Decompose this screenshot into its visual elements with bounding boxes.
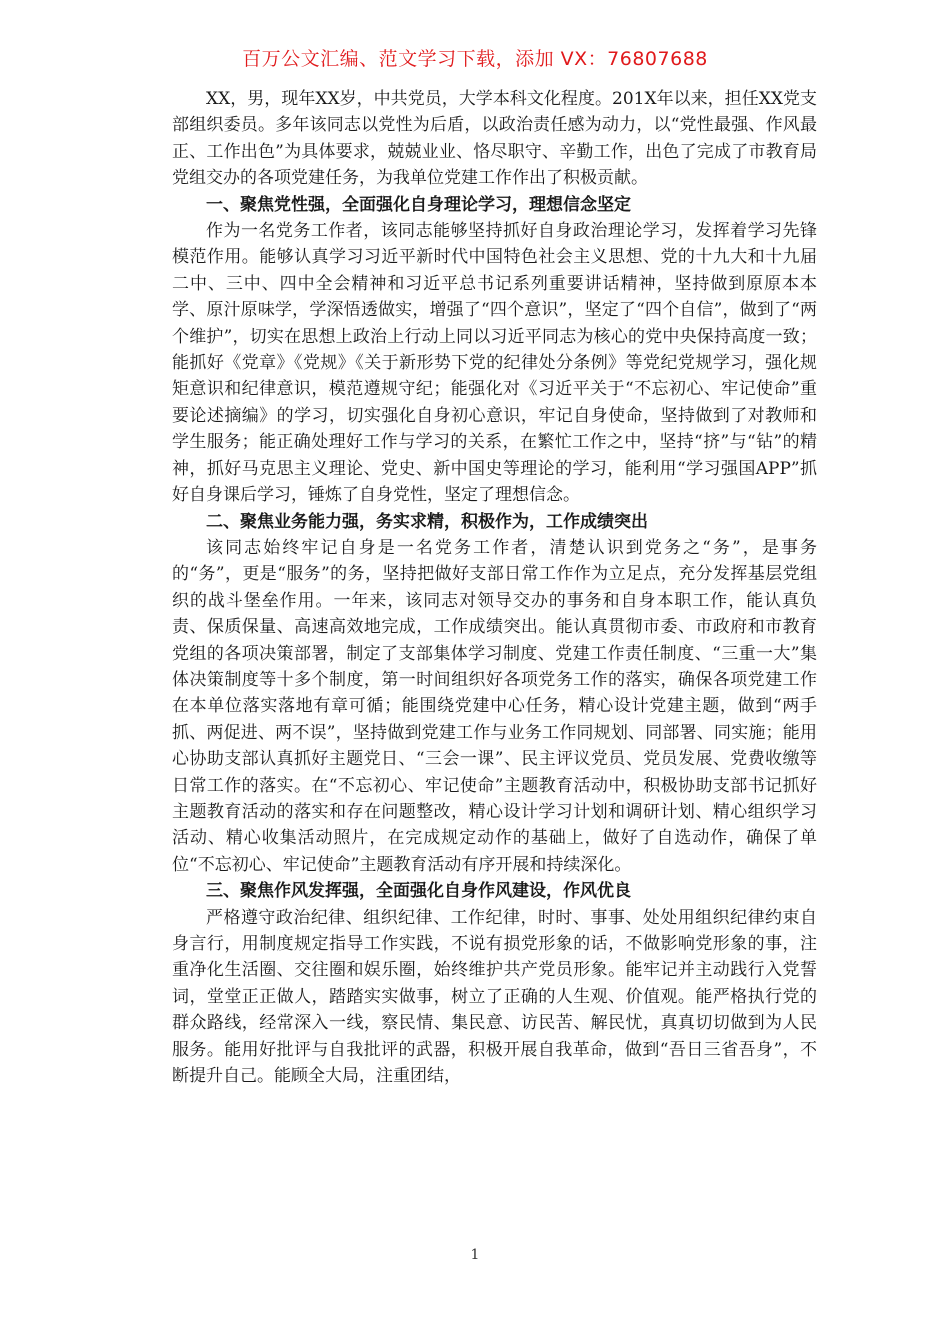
document-body xyxy=(172,86,817,1089)
page-number: 1 xyxy=(470,1247,480,1263)
section-body-2: 该同志始终牢记自身是一名党务工作者，清楚认识到党务之“务”，是事务的“务”，更是“服务”的务，坚持把做好支部日常工作作为立足点，充分发挥基层党组织的战斗堡垒作用。一年来，该同志对领导交办的事务和自身本职工作，能认真负责、保质保量、高速高效地完成，工作成绩突出。能认真贯彻市委、市政府和市教育党组的各项决策部署，制定了支部集体学习制度、党建工作责任制度、“三重一大”集体决策制度等十多个制度，第一时间组织好各项党务工作的落实，确保各项党建工作在本单位落实落地有章可循；能围绕党建中心任务，精心设计党建主题，做到“两手抓、两促进、两不误”，坚持做到党建工作与业务工作同规划、同部署、同实施；能用心协助支部认真抓好主题党日、“三会一课”、民主评议党员、党员发展、党费收缴等日常工作的落实。在“不忘初心、牢记使命”主题教育活动中，积极协助支部书记抓好主题教育活动的落实和存在问题整改，精心设计学习计划和调研计划、精心组织学习活动、精心收集活动照片，在完成规定动作的基础上，做好了自选动作，确保了单位“不忘初心、牢记使命”主题教育活动有序开展和持续深化。 xyxy=(172,537,817,875)
section-heading-2: 二、聚焦业务能力强，务实求精，积极作为，工作成绩突出 xyxy=(206,511,648,532)
section-body-3: 严格遵守政治纪律、组织纪律、工作纪律，时时、事事、处处用组织纪律约束自身言行，用制度规定指导工作实践，不说有损党形象的话，不做影响党形象的事，注重净化生活圈、交往圈和娱乐圈，始终维护共产党员形象。能牢记并主动践行入党誓词，堂堂正正做人，踏踏实实做事，树立了正确的人生观、价值观。能严格执行党的群众路线，经常深入一线，察民情、集民意、访民苦、解民忧，真真切切做到为人民服务。能用好批评与自我批评的武器，积极开展自我革命，做到“吾日三省吾身”，不断提升自己。能顾全大局，注重团结， xyxy=(172,907,817,1087)
section-heading-3: 三、聚焦作风发挥强，全面强化自身作风建设，作风优良 xyxy=(206,881,631,902)
section-heading-1: 一、聚焦党性强，全面强化自身理论学习，理想信念坚定 xyxy=(206,194,631,215)
header-banner: 百万公文汇编、范文学习下载，添加 VX：76807688 xyxy=(242,48,708,70)
section-body-1: 作为一名党务工作者，该同志能够坚持抓好自身政治理论学习，发挥着学习先锋模范作用。能够认真学习习近平新时代中国特色社会主义思想、党的十九大和十九届二中、三中、四中全会精神和习近平总书记系列重要讲话精神，坚持做到原原本本学、原汁原味学，学深悟透做实，增强了“四个意识”，坚定了“四个自信”，做到了“两个维护”，切实在思想上政治上行动上同以习近平同志为核心的党中央保持高度一致；能抓好《党章》《党规》《关于新形势下党的纪律处分条例》等党纪党规学习，强化规矩意识和纪律意识，模范遵规守纪；能强化对《习近平关于“不忘初心、牢记使命”重要论述摘编》的学习，切实强化自身初心意识，牢记自身使命，坚持做到了对教师和学生服务；能正确处理好工作与学习的关系，在繁忙工作之中，坚持“挤”与“钻”的精神，抓好马克思主义理论、党史、新中国史等理论的学习，能利用“学习强国APP”抓好自身课后学习，锤炼了自身党性，坚定了理想信念。 xyxy=(172,221,817,506)
intro-paragraph: XX，男，现年XX岁，中共党员，大学本科文化程度。201X年以来，担任XX党支部组织委员。多年该同志以党性为后盾，以政治责任感为动力，以“党性最强、作风最正、工作出色”为具体要求，兢兢业业、恪尽职守、辛勤工作，出色了完成了市教育局党组交办的各项党建任务，为我单位党建工作作出了积极贡献。 xyxy=(172,89,817,189)
